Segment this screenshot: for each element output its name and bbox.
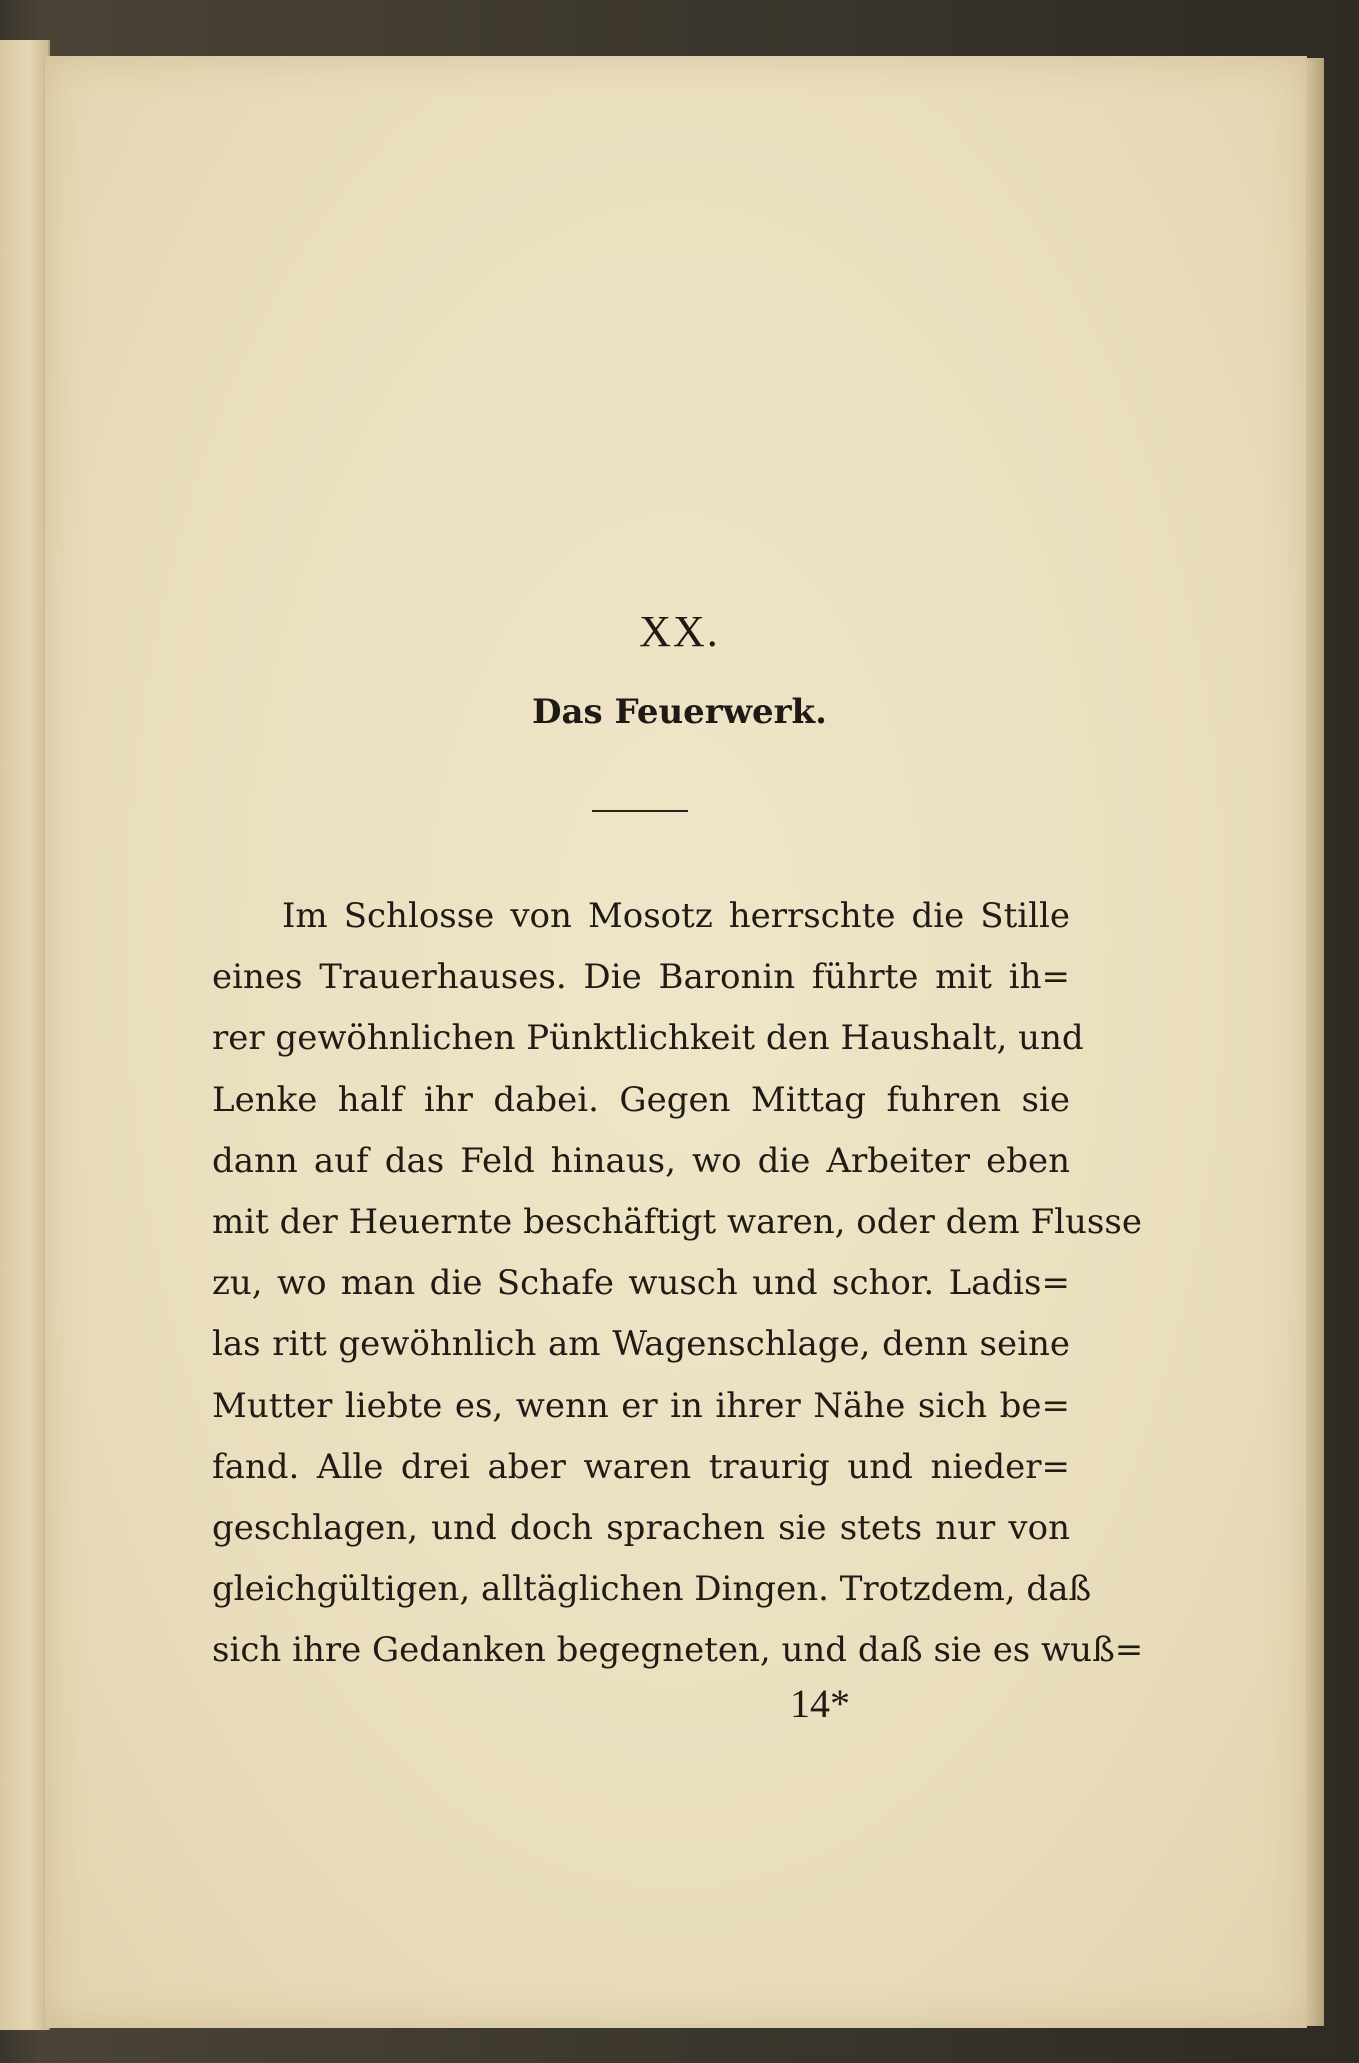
facing-page-edge xyxy=(0,40,50,2030)
text-line: rer gewöhnlichen Pünktlichkeit den Haushalt, und xyxy=(212,1018,1084,1059)
page-number: 14* xyxy=(790,1681,850,1726)
chapter-title: Das Feuerwerk. xyxy=(532,692,827,732)
text-line: eines Trauerhauses. Die Baronin führte mit ih= xyxy=(212,957,1070,998)
text-line: dann auf das Feld hinaus, wo die Arbeiter eben xyxy=(212,1140,1070,1181)
text-line: geschlagen, und doch sprachen sie stets nur von xyxy=(212,1507,1070,1548)
title-divider xyxy=(592,810,688,812)
chapter-number: XX. xyxy=(639,607,720,656)
text-line: las ritt gewöhnlich am Wagenschlage, denn seine xyxy=(212,1324,1070,1365)
text-line: zu, wo man die Schafe wusch und schor. Ladis= xyxy=(212,1263,1070,1304)
text-line: gleichgültigen, alltäglichen Dingen. Trotzdem, daß xyxy=(212,1569,1092,1610)
text-line: fand. Alle drei aber waren traurig und nieder= xyxy=(212,1446,1070,1487)
body-text xyxy=(212,886,1144,1681)
text-line: Lenke half ihr dabei. Gegen Mittag fuhren sie xyxy=(212,1079,1070,1120)
text-line: Mutter liebte es, wenn er in ihrer Nähe sich be= xyxy=(212,1385,1070,1426)
text-line: Im Schlosse von Mosotz herrschte die Stille xyxy=(282,896,1070,936)
page-stack-edge xyxy=(1306,58,1324,2026)
text-line: sich ihre Gedanken begegneten, und daß sie es wuß= xyxy=(212,1630,1144,1671)
text-line: mit der Heuernte beschäftigt waren, oder dem Flusse xyxy=(212,1201,1142,1242)
